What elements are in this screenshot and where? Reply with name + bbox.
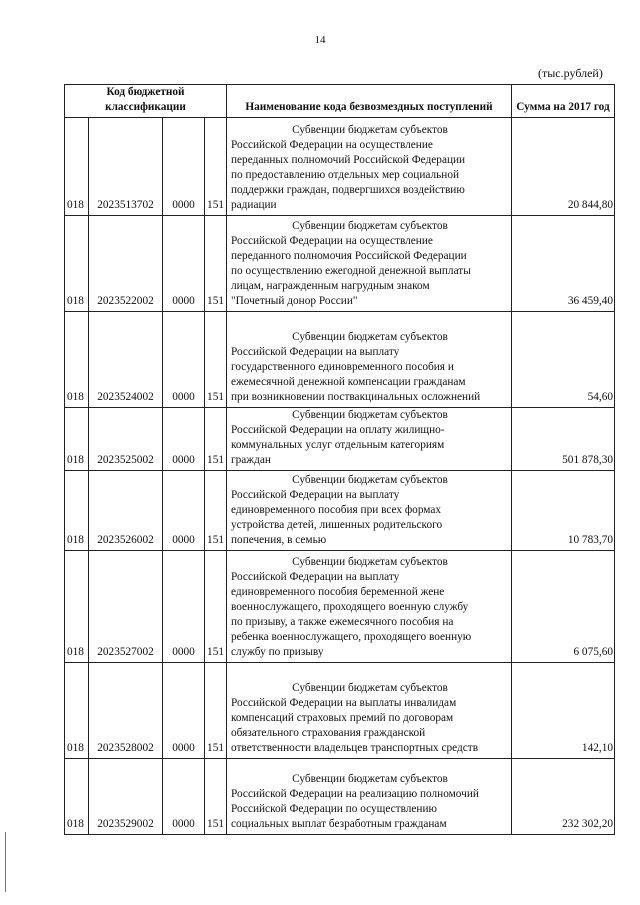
units-label: (тыс.рублей) <box>538 66 603 80</box>
income-name-line: по предоставлению отдельных мер социальной <box>231 169 460 181</box>
income-name-line: при возникновении поствакцинальных осложнений <box>231 391 481 403</box>
sum-value: 20 844,80 <box>512 118 615 216</box>
income-name-line: граждан <box>231 454 271 466</box>
sum-value: 54,60 <box>512 312 615 408</box>
income-name-line: лицам, награжденным нагрудным знаком <box>231 280 430 292</box>
income-name-line: обязательного страхования гражданской <box>231 727 426 739</box>
income-name-line: Российской Федерации на оплату жилищно- <box>231 424 445 436</box>
income-name-line: Субвенции бюджетам субъектов <box>292 474 448 486</box>
admin-code: 018 <box>65 312 89 408</box>
table-row <box>65 216 615 312</box>
income-name-line: Субвенции бюджетам субъектов <box>292 124 448 136</box>
table-row <box>65 471 615 551</box>
income-name-line: Российской Федерации на выплаты инвалидам <box>231 697 457 709</box>
income-name-line: Российской Федерации на осуществление <box>231 139 433 151</box>
income-name-line: Субвенции бюджетам субъектов <box>292 409 448 421</box>
budget-table <box>64 84 615 835</box>
budget-code: 2023527002 <box>89 551 163 663</box>
income-name-line: Российской Федерации на осуществление <box>231 235 433 247</box>
sum-value: 232 302,20 <box>512 759 615 835</box>
header-code: Код бюджетной классификации <box>65 85 227 118</box>
kosgu-code: 151 <box>205 759 227 835</box>
income-name <box>227 312 512 408</box>
table-row <box>65 312 615 408</box>
income-name-line: устройства детей, лишенных родительского <box>231 519 443 531</box>
admin-code: 018 <box>65 551 89 663</box>
kosgu-code: 151 <box>205 216 227 312</box>
kosgu-code: 151 <box>205 408 227 471</box>
table-row <box>65 408 615 471</box>
income-name-line: Российской Федерации на реализацию полномочий <box>231 788 479 800</box>
program-code: 0000 <box>163 216 205 312</box>
page-number: 14 <box>314 34 326 46</box>
kosgu-code: 151 <box>205 471 227 551</box>
program-code: 0000 <box>163 759 205 835</box>
header-name: Наименование кода безвозмездных поступлений <box>227 85 512 118</box>
budget-code: 2023528002 <box>89 663 163 759</box>
header-sum: Сумма на 2017 год <box>512 85 615 118</box>
admin-code: 018 <box>65 118 89 216</box>
program-code: 0000 <box>163 663 205 759</box>
margin-mark <box>5 832 6 892</box>
sum-value: 36 459,40 <box>512 216 615 312</box>
income-name <box>227 759 512 835</box>
budget-code: 2023529002 <box>89 759 163 835</box>
income-name <box>227 551 512 663</box>
admin-code: 018 <box>65 663 89 759</box>
income-name-line: Российской Федерации по осуществлению <box>231 803 437 815</box>
income-name-line: радиации <box>231 199 277 211</box>
income-name <box>227 216 512 312</box>
sum-value: 10 783,70 <box>512 471 615 551</box>
table-row <box>65 759 615 835</box>
income-name <box>227 408 512 471</box>
sum-value: 501 878,30 <box>512 408 615 471</box>
income-name-line: ребенка военнослужащего, проходящего военную <box>231 631 472 643</box>
income-name-line: единовременного пособия беременной жене <box>231 586 445 598</box>
income-name-line: "Почетный донор России" <box>231 295 358 307</box>
admin-code: 018 <box>65 471 89 551</box>
income-name-line: Субвенции бюджетам субъектов <box>292 331 448 343</box>
sum-value: 142,10 <box>512 663 615 759</box>
program-code: 0000 <box>163 471 205 551</box>
sum-value: 6 075,60 <box>512 551 615 663</box>
kosgu-code: 151 <box>205 663 227 759</box>
income-name-line: по призыву, а также ежемесячного пособия на <box>231 616 454 628</box>
table-header-row <box>65 85 615 118</box>
income-name-line: Российской Федерации на выплату <box>231 346 400 358</box>
income-name-line: государственного единовременного пособия и <box>231 361 454 373</box>
income-name-line: единовременного пособия при всех формах <box>231 504 442 516</box>
kosgu-code: 151 <box>205 312 227 408</box>
budget-code: 2023522002 <box>89 216 163 312</box>
budget-code: 2023525002 <box>89 408 163 471</box>
table-row <box>65 551 615 663</box>
income-name-line: Субвенции бюджетам субъектов <box>292 773 448 785</box>
admin-code: 018 <box>65 408 89 471</box>
income-name-line: Субвенции бюджетам субъектов <box>292 682 448 694</box>
kosgu-code: 151 <box>205 118 227 216</box>
income-name <box>227 471 512 551</box>
program-code: 0000 <box>163 312 205 408</box>
income-name-line: ответственности владельцев транспортных средств <box>231 742 479 754</box>
income-name-line: военнослужащего, проходящего военную службу <box>231 601 469 613</box>
table-row <box>65 118 615 216</box>
income-name-line: ежемесячной денежной компенсации гражданам <box>231 376 466 388</box>
income-name-line: Субвенции бюджетам субъектов <box>292 220 448 232</box>
admin-code: 018 <box>65 759 89 835</box>
program-code: 0000 <box>163 551 205 663</box>
income-name-line: Субвенции бюджетам субъектов <box>292 556 448 568</box>
income-name <box>227 118 512 216</box>
income-name <box>227 663 512 759</box>
program-code: 0000 <box>163 408 205 471</box>
table-row <box>65 663 615 759</box>
budget-code: 2023513702 <box>89 118 163 216</box>
income-name-line: поддержки граждан, подвергшихся воздействию <box>231 184 465 196</box>
table-body <box>65 118 615 835</box>
income-name-line: по осуществлению ежегодной денежной выплаты <box>231 265 471 277</box>
program-code: 0000 <box>163 118 205 216</box>
income-name-line: социальных выплат безработным гражданам <box>231 818 447 830</box>
income-name-line: переданного полномочия Российской Федерации <box>231 250 467 262</box>
income-name-line: переданных полномочий Российской Федерации <box>231 154 466 166</box>
admin-code: 018 <box>65 216 89 312</box>
kosgu-code: 151 <box>205 551 227 663</box>
budget-code: 2023526002 <box>89 471 163 551</box>
income-name-line: службу по призыву <box>231 646 324 658</box>
income-name-line: Российской Федерации на выплату <box>231 571 400 583</box>
income-name-line: компенсаций страховых премий по договорам <box>231 712 454 724</box>
income-name-line: Российской Федерации на выплату <box>231 489 400 501</box>
income-name-line: коммунальных услуг отдельным категориям <box>231 439 445 451</box>
income-name-line: попечения, в семью <box>231 534 327 546</box>
budget-code: 2023524002 <box>89 312 163 408</box>
